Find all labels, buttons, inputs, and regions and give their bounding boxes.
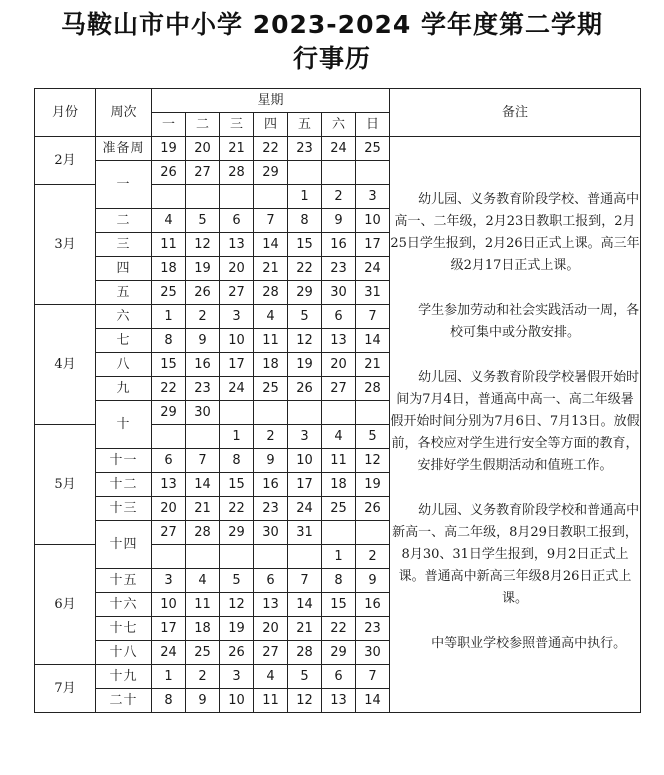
day-cell: 24	[220, 377, 254, 401]
day-cell: 12	[288, 329, 322, 353]
week-cell: 准备周	[96, 137, 152, 161]
week-header: 周次	[96, 89, 152, 137]
day-cell: 9	[356, 569, 390, 593]
day-cell	[356, 161, 390, 185]
day-cell: 18	[152, 257, 186, 281]
day-cell: 2	[186, 665, 220, 689]
day-cell: 12	[186, 233, 220, 257]
day-cell: 11	[152, 233, 186, 257]
weekday-header: 四	[254, 113, 288, 137]
day-cell: 3	[220, 305, 254, 329]
day-cell: 27	[322, 377, 356, 401]
day-cell: 8	[322, 569, 356, 593]
day-cell: 5	[220, 569, 254, 593]
note-paragraph: 幼儿园、义务教育阶段学校暑假开始时间为7月4日，普通高中高一、高二年级暑假开始时间分别为7月6日、7月13日。放假前，各校应对学生进行安全等方面的教育，安排好学生假期活动和值班工作。	[390, 370, 640, 473]
day-cell: 6	[254, 569, 288, 593]
day-cell: 12	[220, 593, 254, 617]
day-cell: 24	[152, 641, 186, 665]
day-cell: 1	[152, 305, 186, 329]
day-cell: 2	[322, 185, 356, 209]
month-cell: 2月	[35, 137, 96, 185]
week-cell: 十七	[96, 617, 152, 641]
month-cell: 4月	[35, 305, 96, 425]
day-cell: 21	[220, 137, 254, 161]
day-cell: 21	[254, 257, 288, 281]
week-cell: 二十	[96, 689, 152, 713]
day-cell: 24	[356, 257, 390, 281]
day-cell	[322, 401, 356, 425]
day-cell: 20	[254, 617, 288, 641]
day-cell: 21	[356, 353, 390, 377]
day-cell: 3	[288, 425, 322, 449]
week-cell: 六	[96, 305, 152, 329]
day-cell: 29	[220, 521, 254, 545]
day-cell: 27	[220, 281, 254, 305]
day-cell: 29	[254, 161, 288, 185]
day-cell: 8	[220, 449, 254, 473]
day-cell	[152, 185, 186, 209]
day-cell	[152, 545, 186, 569]
title-line-2: 行事历	[292, 44, 371, 73]
week-cell: 十二	[96, 473, 152, 497]
day-cell: 26	[152, 161, 186, 185]
weekday-header: 二	[186, 113, 220, 137]
day-cell: 6	[322, 305, 356, 329]
month-cell: 6月	[35, 545, 96, 665]
week-cell: 四	[96, 257, 152, 281]
note-paragraph: 幼儿园、义务教育阶段学校和普通高中新高一、高二年级，8月29日教职工报到，8月30、31日学生报到，9月2日正式上课。普通高中新高三年级8月26日正式上课。	[392, 503, 640, 606]
day-cell: 11	[254, 689, 288, 713]
day-cell: 7	[254, 209, 288, 233]
week-cell: 十	[96, 401, 152, 449]
day-cell: 5	[186, 209, 220, 233]
day-cell: 19	[356, 473, 390, 497]
title-line-1: 马鞍山市中小学 2023-2024 学年度第二学期	[61, 10, 603, 39]
day-cell: 10	[152, 593, 186, 617]
day-cell: 29	[152, 401, 186, 425]
day-cell: 7	[186, 449, 220, 473]
day-cell: 7	[356, 665, 390, 689]
week-cell: 二	[96, 209, 152, 233]
day-cell: 25	[254, 377, 288, 401]
month-cell: 5月	[35, 425, 96, 545]
day-cell: 25	[186, 641, 220, 665]
day-cell: 2	[356, 545, 390, 569]
day-cell	[322, 521, 356, 545]
month-cell: 7月	[35, 665, 96, 713]
day-cell	[254, 401, 288, 425]
week-cell: 十八	[96, 641, 152, 665]
day-cell: 29	[288, 281, 322, 305]
day-cell: 17	[288, 473, 322, 497]
day-cell	[322, 161, 356, 185]
day-cell	[186, 185, 220, 209]
day-cell: 23	[186, 377, 220, 401]
day-cell: 29	[322, 641, 356, 665]
day-cell: 17	[220, 353, 254, 377]
day-cell: 12	[288, 689, 322, 713]
day-cell: 2	[186, 305, 220, 329]
day-cell	[356, 401, 390, 425]
day-cell: 28	[288, 641, 322, 665]
day-cell: 15	[288, 233, 322, 257]
day-cell: 3	[356, 185, 390, 209]
day-cell: 28	[186, 521, 220, 545]
day-cell: 11	[322, 449, 356, 473]
day-cell: 22	[288, 257, 322, 281]
day-cell: 12	[356, 449, 390, 473]
day-cell: 9	[186, 329, 220, 353]
day-cell	[356, 521, 390, 545]
day-cell: 26	[220, 641, 254, 665]
day-cell: 15	[152, 353, 186, 377]
day-cell	[288, 401, 322, 425]
day-cell	[220, 185, 254, 209]
day-cell: 13	[220, 233, 254, 257]
day-cell: 15	[220, 473, 254, 497]
day-cell: 14	[254, 233, 288, 257]
day-cell: 20	[152, 497, 186, 521]
day-cell: 19	[220, 617, 254, 641]
day-cell: 30	[254, 521, 288, 545]
weekday-header: 六	[322, 113, 356, 137]
day-cell: 24	[288, 497, 322, 521]
day-cell: 23	[322, 257, 356, 281]
day-cell: 20	[186, 137, 220, 161]
day-cell: 30	[186, 401, 220, 425]
day-cell: 14	[356, 689, 390, 713]
day-cell: 11	[186, 593, 220, 617]
day-cell: 26	[288, 377, 322, 401]
day-cell: 26	[186, 281, 220, 305]
day-cell: 25	[322, 497, 356, 521]
day-cell: 5	[288, 305, 322, 329]
week-cell: 九	[96, 377, 152, 401]
day-cell: 8	[288, 209, 322, 233]
day-cell: 28	[220, 161, 254, 185]
day-cell	[254, 185, 288, 209]
week-cell: 八	[96, 353, 152, 377]
month-header: 月份	[35, 89, 96, 137]
day-cell	[220, 545, 254, 569]
day-cell: 19	[186, 257, 220, 281]
day-cell: 23	[254, 497, 288, 521]
day-cell: 26	[356, 497, 390, 521]
day-cell: 27	[186, 161, 220, 185]
notes-spacer	[390, 137, 640, 189]
day-cell: 30	[322, 281, 356, 305]
day-cell: 15	[322, 593, 356, 617]
weekday-header: 一	[152, 113, 186, 137]
day-cell: 16	[322, 233, 356, 257]
day-cell: 2	[254, 425, 288, 449]
day-cell: 13	[152, 473, 186, 497]
note-paragraph: 幼儿园、义务教育阶段学校、普通高中高一、二年级，2月23日教职工报到，2月25日学生报到，2月26日正式上课。高三年级2月17日正式上课。	[390, 192, 640, 273]
day-cell: 5	[356, 425, 390, 449]
day-cell: 8	[152, 329, 186, 353]
day-cell: 10	[356, 209, 390, 233]
day-cell: 16	[356, 593, 390, 617]
day-cell	[288, 545, 322, 569]
day-cell: 1	[288, 185, 322, 209]
day-cell: 13	[254, 593, 288, 617]
day-cell: 4	[322, 425, 356, 449]
day-cell: 22	[152, 377, 186, 401]
calendar-table	[34, 88, 641, 713]
day-cell: 30	[356, 641, 390, 665]
day-cell: 7	[288, 569, 322, 593]
day-cell: 17	[356, 233, 390, 257]
day-cell	[254, 545, 288, 569]
day-cell: 9	[322, 209, 356, 233]
day-cell: 21	[288, 617, 322, 641]
day-cell: 10	[220, 689, 254, 713]
notes-header: 备注	[390, 89, 641, 137]
weekday-header: 三	[220, 113, 254, 137]
day-cell: 7	[356, 305, 390, 329]
week-cell: 三	[96, 233, 152, 257]
day-cell: 8	[152, 689, 186, 713]
day-cell: 3	[152, 569, 186, 593]
day-cell: 23	[288, 137, 322, 161]
day-cell: 13	[322, 329, 356, 353]
day-cell: 11	[254, 329, 288, 353]
day-cell: 18	[186, 617, 220, 641]
day-cell: 14	[186, 473, 220, 497]
day-cell: 9	[254, 449, 288, 473]
weekday-group-header: 星期	[152, 89, 390, 113]
day-cell: 24	[322, 137, 356, 161]
notes-cell	[390, 137, 641, 713]
day-cell: 20	[322, 353, 356, 377]
week-cell: 十六	[96, 593, 152, 617]
day-cell: 9	[186, 689, 220, 713]
week-cell: 七	[96, 329, 152, 353]
day-cell: 31	[288, 521, 322, 545]
day-cell: 27	[152, 521, 186, 545]
day-cell	[186, 545, 220, 569]
week-cell: 十五	[96, 569, 152, 593]
day-cell: 6	[220, 209, 254, 233]
day-cell: 16	[254, 473, 288, 497]
day-cell: 6	[152, 449, 186, 473]
page-title	[0, 8, 664, 76]
weekday-header: 五	[288, 113, 322, 137]
day-cell	[186, 425, 220, 449]
day-cell: 3	[220, 665, 254, 689]
day-cell: 27	[254, 641, 288, 665]
day-cell: 14	[356, 329, 390, 353]
calendar-body	[35, 137, 641, 713]
day-cell: 10	[288, 449, 322, 473]
week-cell: 五	[96, 281, 152, 305]
day-cell	[288, 161, 322, 185]
weekday-header: 日	[356, 113, 390, 137]
week-cell: 十一	[96, 449, 152, 473]
week-cell: 十三	[96, 497, 152, 521]
day-cell	[152, 425, 186, 449]
day-cell: 4	[254, 665, 288, 689]
day-cell: 21	[186, 497, 220, 521]
day-cell: 18	[322, 473, 356, 497]
week-cell: 十九	[96, 665, 152, 689]
day-cell: 22	[322, 617, 356, 641]
day-cell: 20	[220, 257, 254, 281]
day-cell: 4	[186, 569, 220, 593]
day-cell: 13	[322, 689, 356, 713]
day-cell: 19	[152, 137, 186, 161]
day-cell: 28	[254, 281, 288, 305]
week-cell: 十四	[96, 521, 152, 569]
day-cell: 1	[152, 665, 186, 689]
day-cell: 4	[152, 209, 186, 233]
day-cell	[220, 401, 254, 425]
day-cell: 1	[220, 425, 254, 449]
day-cell: 6	[322, 665, 356, 689]
day-cell: 4	[254, 305, 288, 329]
calendar-row	[35, 137, 641, 161]
day-cell: 25	[356, 137, 390, 161]
day-cell: 31	[356, 281, 390, 305]
day-cell: 25	[152, 281, 186, 305]
week-cell: 一	[96, 161, 152, 209]
day-cell: 22	[220, 497, 254, 521]
day-cell: 28	[356, 377, 390, 401]
day-cell: 10	[220, 329, 254, 353]
day-cell: 1	[322, 545, 356, 569]
day-cell: 18	[254, 353, 288, 377]
note-paragraph: 学生参加劳动和社会实践活动一周，各校可集中或分散安排。	[418, 303, 640, 340]
day-cell: 5	[288, 665, 322, 689]
month-cell: 3月	[35, 185, 96, 305]
day-cell: 23	[356, 617, 390, 641]
note-paragraph: 中等职业学校参照普通高中执行。	[431, 636, 627, 651]
day-cell: 14	[288, 593, 322, 617]
day-cell: 17	[152, 617, 186, 641]
day-cell: 19	[288, 353, 322, 377]
day-cell: 16	[186, 353, 220, 377]
day-cell: 22	[254, 137, 288, 161]
